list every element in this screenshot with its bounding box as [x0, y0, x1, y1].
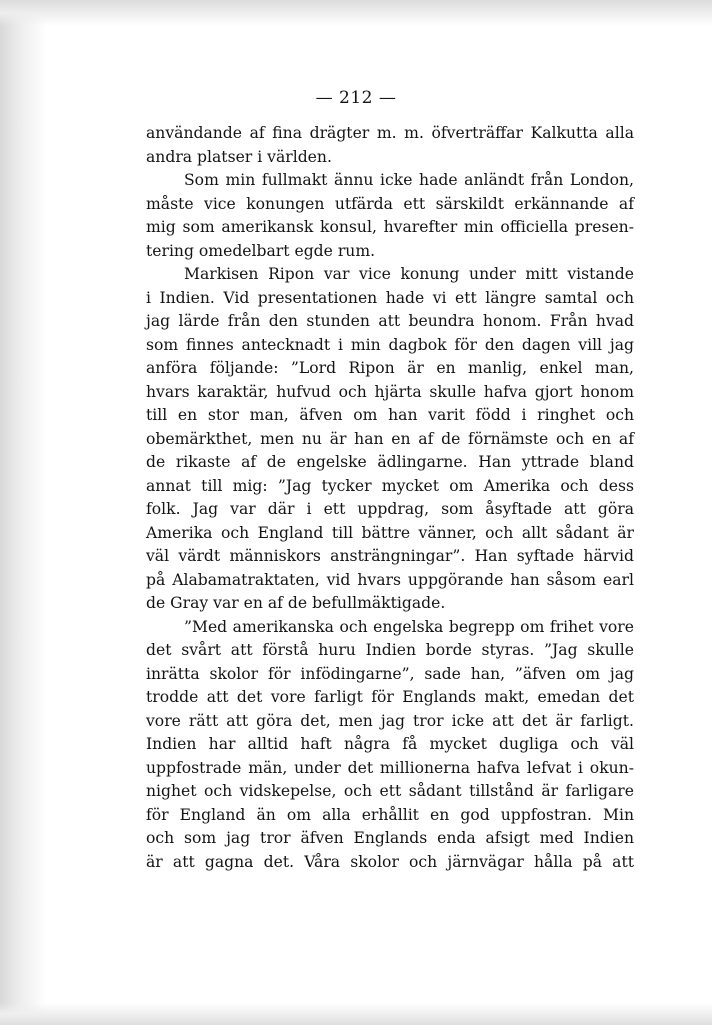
text-line: Markisen Ripon var vice konung under mitt vistande [184, 265, 634, 283]
text-line: på Alabamatraktaten, vid hvars uppgörande han såsom earl [146, 570, 634, 589]
text-line: det svårt att förstå huru Indien borde styras. ”Jag skulle [146, 641, 634, 659]
body-text [146, 122, 634, 874]
text-line: måste vice konungen utfärda ett särskildt erkännande af [146, 194, 634, 213]
text-line: och som jag tror äfven Englands enda afsigt med Indien [146, 829, 634, 847]
text-line: för England än om alla erhållit en god uppfostran. Min [146, 805, 634, 824]
text-line: som finnes antecknadt i min dagbok för den dagen vill jag [146, 335, 634, 354]
text-line: Indien har alltid haft några få mycket dugliga och väl [146, 735, 634, 753]
text-line: mig som amerikansk konsul, hvarefter min officiella presen- [146, 218, 634, 236]
text-line: annat till mig: ”Jag tycker mycket om Amerika och dess [146, 476, 634, 495]
text-line: ”Med amerikanska och engelska begrepp om frihet vore [184, 617, 634, 636]
text-line: Som min fullmakt ännu icke hade anländt från London, [184, 171, 634, 189]
text-line: användande af fina drägter m. m. öfverträffar Kalkutta alla [146, 124, 634, 142]
text-line: inrätta skolor för infödingarne”, sade han, ”äfven om jag [146, 664, 634, 683]
text-line: uppfostrade män, under det millionerna hafva lefvat i okun- [146, 758, 634, 777]
page-edge-shadow-left [0, 0, 46, 1025]
text-line: Amerika och England till bättre vänner, och allt sådant är [146, 523, 634, 542]
text-line: obemärkthet, men nu är han en af de förnämste och en af [146, 429, 634, 448]
page-edge-shadow-top [0, 0, 712, 26]
text-line: hvars karaktär, hufvud och hjärta skulle hafva gjort honom [146, 382, 634, 401]
text-line: vore rätt att göra det, men jag tror icke att det är farligt. [146, 711, 634, 730]
page-edge-shadow-bottom [0, 1003, 712, 1025]
text-line: är att gagna det. Våra skolor och järnvägar hålla på att [146, 852, 634, 871]
text-line: trodde att det vore farligt för Englands makt, emedan det [146, 688, 634, 706]
text-line: väl värdt människors ansträngningar”. Han syftade härvid [146, 547, 634, 565]
text-line: folk. Jag var där i ett uppdrag, som åsyftade att göra [146, 500, 634, 518]
page-number: — 212 — [315, 88, 397, 108]
text-line: de rikaste af de engelske ädlingarne. Han yttrade bland [146, 453, 634, 471]
text-line: andra platser i världen. [146, 147, 332, 166]
text-line: jag lärde från den stunden att beundra honom. Från hvad [146, 312, 634, 330]
text-line: till en stor man, äfven om han varit född i ringhet och [146, 406, 634, 424]
text-line: anföra följande: ”Lord Ripon är en manlig, enkel man, [146, 359, 634, 377]
text-line: i Indien. Vid presentationen hade vi ett längre samtal och [146, 288, 634, 307]
text-line: tering omedelbart egde rum. [146, 241, 376, 260]
text-line: nighet och vidskepelse, och ett sådant tillstånd är farligare [146, 782, 634, 800]
text-line: de Gray var en af de befullmäktigade. [146, 594, 446, 612]
